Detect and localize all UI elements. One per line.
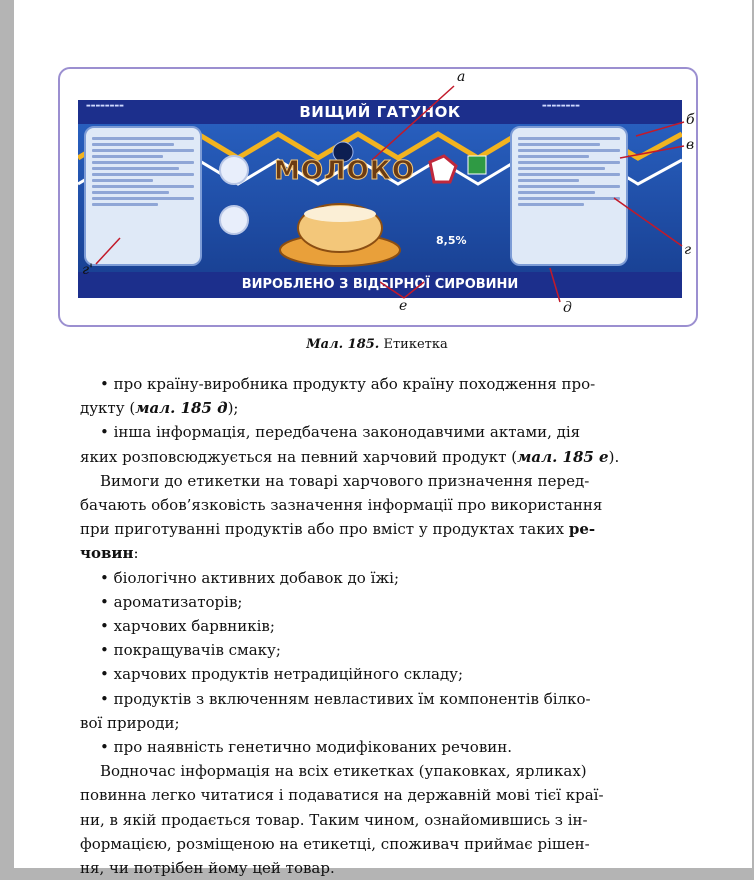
list-item-text-2: вої природи; xyxy=(80,713,180,732)
para1-bold-4: човин xyxy=(80,544,134,563)
list-item-gmo: • про наявність генетично модифікованих речовин. xyxy=(100,738,513,757)
para2-text-3: ни, в якій продається товар. Таким чином, ознайомившись з ін- xyxy=(80,810,588,829)
list-item: • біологічно активних добавок до їжі; xyxy=(100,568,400,587)
annotation-g-left: г' xyxy=(82,262,93,278)
list-item-text: харчових продуктів нетрадиційного складу; xyxy=(113,665,464,684)
list-item: • харчових продуктів нетрадиційного складу; xyxy=(100,665,464,684)
annotation-e: е xyxy=(399,298,408,314)
bullet-other-text-2: яких розповсюджується на певний харчовий продукт ( xyxy=(80,447,518,466)
list-item-text: харчових барвників; xyxy=(113,617,275,636)
label-fat-content: 8,5% xyxy=(436,234,467,247)
para1-line2 xyxy=(80,493,698,517)
label-top-small-text-right: ▬▬▬▬▬▬▬▬ xyxy=(542,103,580,109)
para2-text-1: Водночас інформація на всіх етикетках (упаковках, ярликах) xyxy=(100,762,587,781)
list-item: • покращувачів смаку; xyxy=(100,641,281,660)
list-item-text: біологічно активних добавок до їжі; xyxy=(113,568,400,587)
list-item-text: ароматизаторів; xyxy=(113,592,243,611)
label-product-name: МОЛОКО xyxy=(274,156,416,186)
bullet-country-line2 xyxy=(80,396,698,420)
para2-line3 xyxy=(80,808,698,832)
bullet-country-line1: • про країну-виробника продукту або країну походження про- xyxy=(100,375,596,393)
list-item-text: продуктів з включенням невластивих їм компонентів білко- xyxy=(113,689,591,708)
list-item-protein-line1: • продуктів з включенням невластивих їм компонентів білко- xyxy=(100,689,591,708)
bullet-country-text: про країну-виробника продукту або країну походження про- xyxy=(113,375,596,393)
para1-line4 xyxy=(80,541,698,565)
bullet-other-line1: • інша інформація, передбачена законодавчими актами, дія xyxy=(100,423,581,442)
list-item: • ароматизаторів; xyxy=(100,592,243,611)
list-item: • харчових барвників; xyxy=(100,617,275,636)
bullet-country-text-3: ); xyxy=(227,399,239,418)
para2-text-2: повинна легко читатися і подаватися на державній мові тієї краї- xyxy=(80,786,604,805)
para1-text-3: при приготуванні продуктів або про вміст у продуктах таких xyxy=(80,520,569,539)
annotation-v: в xyxy=(686,137,695,153)
annotation-a: а xyxy=(457,69,466,85)
label-top-title: ВИЩИЙ ГАТУНОК xyxy=(299,103,461,121)
para1-text-1: Вимоги до етикетки на товарі харчового призначення перед- xyxy=(100,471,590,490)
para2-line2 xyxy=(80,783,698,807)
figure-caption xyxy=(0,337,754,352)
bullet-other-line2 xyxy=(80,445,698,469)
list-item-text: про наявність генетично модифікованих речовин. xyxy=(113,738,513,757)
annotation-g: г xyxy=(684,242,692,258)
bullet-other-text: інша інформація, передбачена законодавчими актами, дія xyxy=(113,423,581,442)
bullet-other-text-3: ). xyxy=(608,447,620,466)
annotation-d: д xyxy=(563,300,572,316)
list-item-protein-line2 xyxy=(80,711,698,735)
label-top-small-text-left: ▬▬▬▬▬▬▬▬ xyxy=(86,103,124,109)
para1-text-2: бачають обов’язковість зазначення інформації про використання xyxy=(80,496,603,515)
figure-caption-number: Мал. 185. xyxy=(306,337,380,352)
para2-text-4: формацією, розміщеною на етикетці, споживач приймає рішен- xyxy=(80,834,590,853)
para1-line1 xyxy=(100,469,698,493)
figure-caption-text: Етикетка xyxy=(383,337,448,352)
figure-ref-d: мал. 185 д xyxy=(135,399,228,418)
para2-text-5: ня, чи потрібен йому цей товар. xyxy=(80,859,335,878)
label-bottom-banner: ВИРОБЛЕНО З ВІДБІРНОЇ СИРОВИНИ xyxy=(78,272,682,298)
body-text xyxy=(80,372,698,880)
para1-line3 xyxy=(80,517,698,541)
figure-ref-e: мал. 185 е xyxy=(517,447,609,466)
para1-bold-3: ре- xyxy=(568,520,596,539)
para1-colon: : xyxy=(133,544,139,563)
bullet-country-text-2: дукту ( xyxy=(80,399,136,418)
para2-line1 xyxy=(100,759,698,783)
annotation-b: б xyxy=(686,112,695,128)
list-item-text: покращувачів смаку; xyxy=(113,641,281,660)
para2-line4 xyxy=(80,832,698,856)
para2-line5 xyxy=(80,856,698,880)
annotation-leaders xyxy=(0,0,754,340)
